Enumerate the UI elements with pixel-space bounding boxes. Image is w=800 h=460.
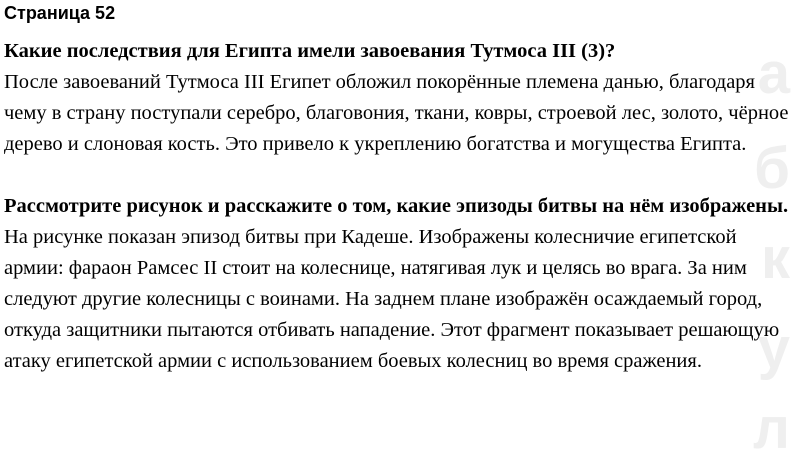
answer-text: После завоеваний Тутмоса III Египет обложил покорённые племена данью, благодаря чему в страну поступали серебро, благовония, ткани, ковры, строевой лес, золото, чёрное дерево и слоновая кость. Это привело к укреплению богатства и могущества Египта. bbox=[4, 71, 789, 155]
watermark-glyph: к bbox=[760, 226, 790, 291]
page-title: Страница 52 bbox=[4, 3, 116, 23]
qa-block bbox=[4, 191, 798, 377]
watermark-glyph: л bbox=[753, 396, 790, 460]
question-text: Рассмотрите рисунок и расскажите о том, какие эпизоды битвы на нём изображены. bbox=[4, 195, 789, 217]
watermark-glyph: у bbox=[757, 316, 790, 381]
question-text: Какие последствия для Египта имели завоевания Тутмоса III (3)? bbox=[4, 40, 616, 62]
answer-text: На рисунке показан эпизод битвы при Кадеше. Изображены колесничие египетской армии: фараон Рамсес II стоит на колеснице, натягивая лук и целясь во врага. За ним следуют другие колесницы с воинами. На заднем плане изображён осаждаемый город, откуда защитники пытаются отбивать нападение. Этот фрагмент показывает решающую атаку египетской армии с использованием боевых колесниц во время сражения. bbox=[4, 226, 780, 372]
watermark-glyph: а bbox=[757, 41, 790, 106]
qa-block bbox=[4, 36, 798, 160]
document-content bbox=[4, 36, 798, 377]
watermark-glyph: б bbox=[754, 136, 790, 201]
